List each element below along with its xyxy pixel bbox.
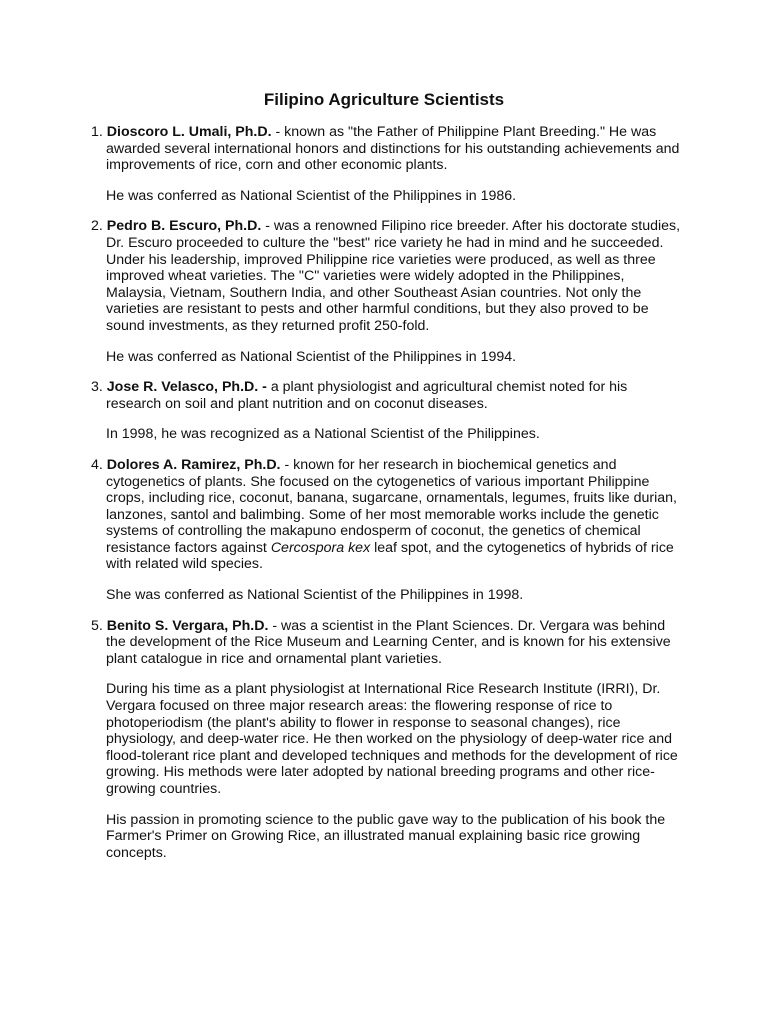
species-name: Cercospora kex xyxy=(270,539,371,556)
entry-paragraph: He was conferred as National Scientist of the Philippines in 1994. xyxy=(106,348,517,365)
entry-paragraph: In 1998, he was recognized as a National Scientist of the Philippines. xyxy=(106,426,540,443)
entry-paragraph: His passion in promoting science to the public gave way to the publication of his book the Farmer's Primer on Growing Rice, an illustrated manual explaining basic rice growing concepts. xyxy=(106,811,666,861)
entry-description: - known for her research in biochemical genetics and cytogenetics of plants. She focused on the cytogenetics of various important Philippine crops, including rice, coconut, banana, sugarcane, ornamentals, legumes, fruits like durian, lanzones, santol and balimbing. Some of her most memorable works include the genetic systems of controlling the makapuno endosperm of coconut, the genetics of chemical resistance factors against xyxy=(106,456,677,556)
scientist-entry-umali xyxy=(91,124,681,204)
entry-heading xyxy=(91,457,681,573)
scientist-entry-velasco xyxy=(91,379,681,443)
entry-heading xyxy=(91,379,681,412)
entry-number: 4. xyxy=(91,456,103,473)
scientist-list xyxy=(91,124,681,875)
page-title: Filipino Agriculture Scientists xyxy=(263,90,505,109)
entry-description: - was a scientist in the Plant Sciences. Dr. Vergara was behind the development of the Rice Museum and Learning Center, and is known for his extensive plant catalogue in rice and ornamental plant varieties. xyxy=(106,617,671,667)
entry-description: - was a renowned Filipino rice breeder. After his doctorate studies, Dr. Escuro proceeded to culture the "best" rice variety he had in mind and he succeeded. Under his leadership, improved Philippine rice varieties were produced, as well as three improved wheat varieties. The "C" varieties were widely adopted in the Philippines, Malaysia, Vietnam, Southern India, and other Southeast Asian countries. Not only the varieties are resistant to pests and other harmful conditions, but they also proved to be sound investments, as they returned profit 250-fold. xyxy=(106,218,681,334)
entry-paragraph: He was conferred as National Scientist of the Philippines in 1986. xyxy=(106,187,517,204)
entry-number: 5. xyxy=(91,617,103,634)
scientist-name: Pedro B. Escuro, Ph.D. xyxy=(106,218,262,235)
entry-paragraph: During his time as a plant physiologist at International Rice Research Institute (IRRI), Dr. Vergara focused on three major research areas: the flowering response of rice to photoperiodism (the plant's ability to flower in response to seasonal changes), rice physiology, and deep-water rice. He then worked on the physiology of deep-water rice and flood-tolerant rice plant and developed techniques and methods for the development of rice growing. His methods were later adopted by national breeding programs and other rice-growing countries. xyxy=(106,681,678,797)
entry-description-continued: leaf spot, and the cytogenetics of hybrids of rice with related wild species. xyxy=(106,539,674,573)
entry-heading xyxy=(91,124,681,174)
entry-heading xyxy=(91,618,681,668)
entry-description: a plant physiologist and agricultural chemist noted for his research on soil and plant nutrition and on coconut diseases. xyxy=(106,379,628,412)
entry-number: 3. xyxy=(91,379,103,396)
scientist-entry-escuro xyxy=(91,218,681,365)
scientist-name: Benito S. Vergara, Ph.D. xyxy=(106,617,269,634)
scientist-name: Dolores A. Ramirez, Ph.D. xyxy=(106,456,281,473)
scientist-name: Jose R. Velasco, Ph.D. - xyxy=(106,379,267,396)
scientist-name: Dioscoro L. Umali, Ph.D. xyxy=(106,124,272,140)
scientist-entry-ramirez xyxy=(91,457,681,604)
scientist-entry-vergara xyxy=(91,618,681,862)
entry-number: 2. xyxy=(91,218,103,235)
entry-description: - known as "the Father of Philippine Plant Breeding." He was awarded several international honors and distinctions for his outstanding achievements and improvements of rice, corn and other economic plants. xyxy=(106,124,680,174)
entry-paragraph: She was conferred as National Scientist of the Philippines in 1998. xyxy=(106,587,524,604)
entry-heading xyxy=(91,218,681,334)
entry-number: 1. xyxy=(91,124,103,140)
